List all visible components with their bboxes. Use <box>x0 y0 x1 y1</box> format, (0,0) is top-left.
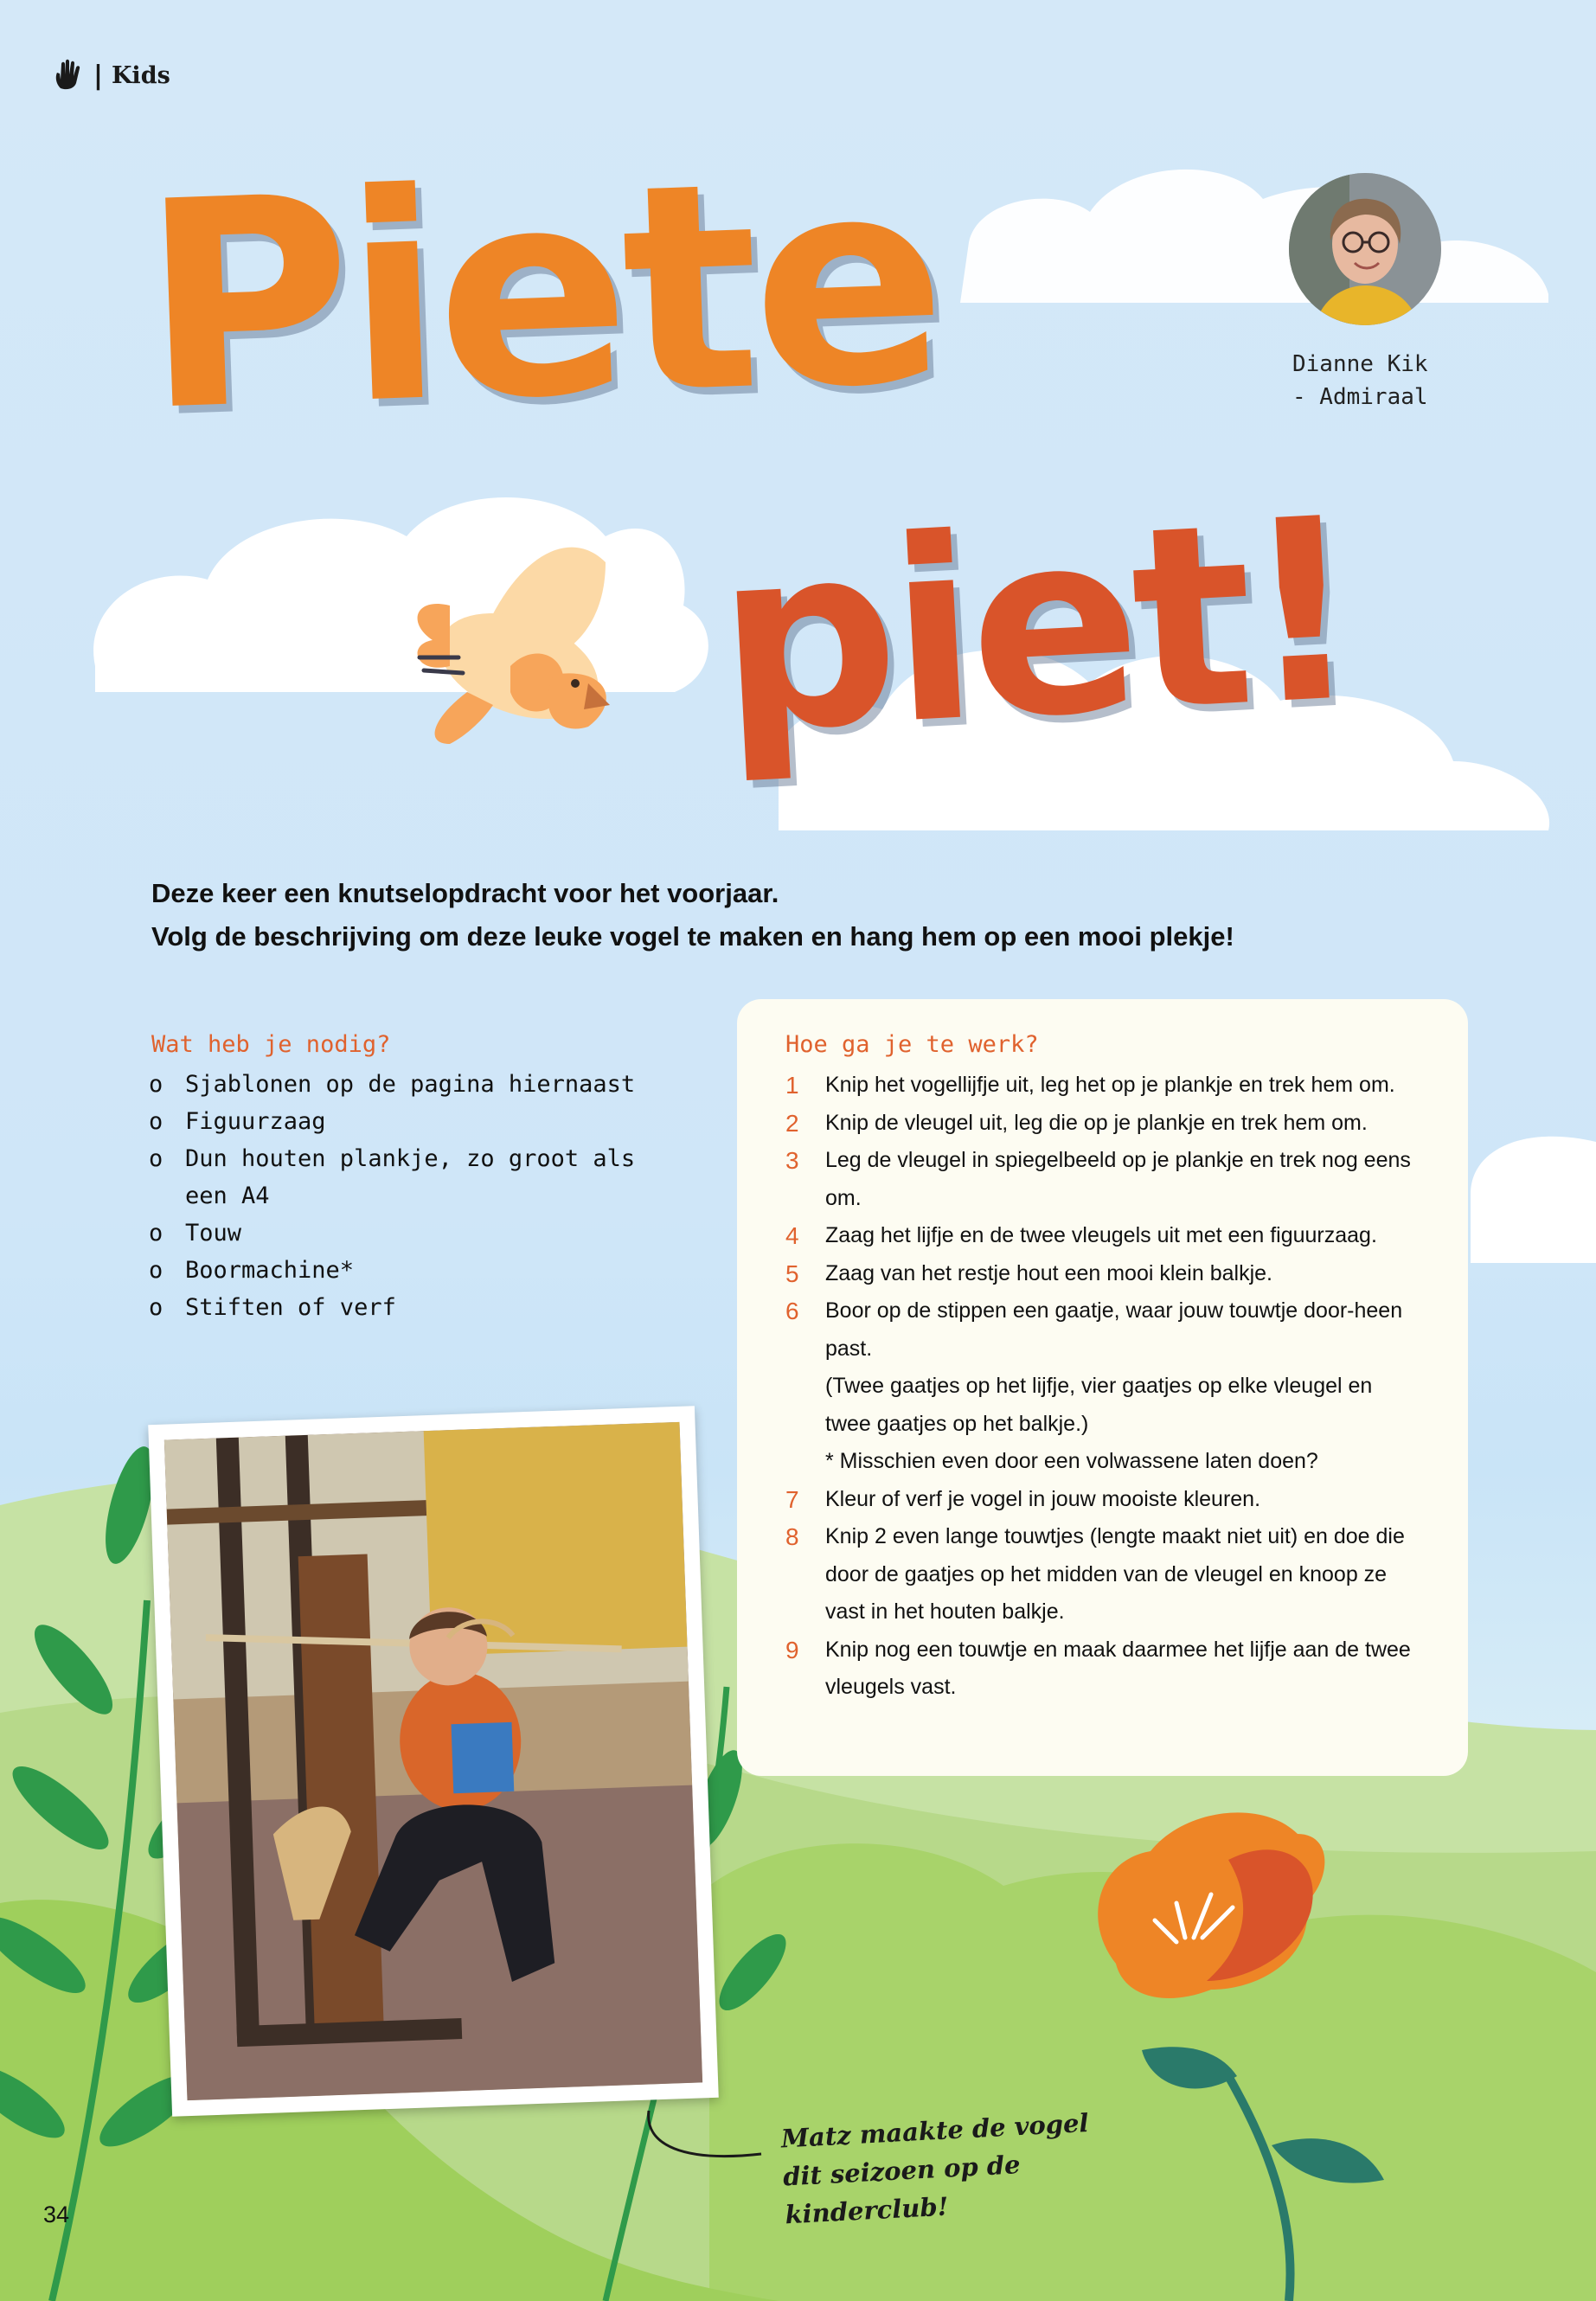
step-note-text: (Twee gaatjes op het lijfje, vier gaatjes op elke vleugel en twee gaatjes op het balkje.) <box>825 1374 1373 1436</box>
list-item <box>149 1140 668 1215</box>
list-item <box>149 1215 668 1252</box>
step-text: Knip de vleugel uit, leg die op je plankje en trek hem om. <box>825 1110 1368 1135</box>
step-text: Boor op de stippen een gaatje, waar jouw touwtje door-heen past. <box>825 1298 1403 1361</box>
cloud-left <box>93 497 708 692</box>
steps-list <box>785 1067 1417 1707</box>
cloud-far-right <box>1471 1137 1596 1263</box>
steps-title: Hoe ga je te werk? <box>785 1031 1039 1058</box>
photo-child-with-bird <box>164 1422 702 2100</box>
list-bullet: o <box>149 1145 163 1172</box>
step-item <box>785 1255 1417 1293</box>
hand-icon <box>52 59 85 92</box>
list-item-text: Stiften of verf <box>185 1294 396 1321</box>
step-note-text: * Misschien even door een volwassene laten doen? <box>825 1449 1318 1473</box>
materials-title: Wat heb je nodig? <box>151 1031 391 1058</box>
list-item-text: Boormachine* <box>185 1257 355 1284</box>
step-item <box>785 1481 1417 1519</box>
list-item-text: Dun houten plankje, zo groot als een A4 <box>185 1145 636 1209</box>
list-item <box>149 1103 668 1140</box>
list-bullet: o <box>149 1257 163 1284</box>
photo-frame <box>148 1406 719 2117</box>
step-note <box>785 1443 1417 1481</box>
step-number: 2 <box>785 1109 799 1137</box>
step-number: 5 <box>785 1259 799 1287</box>
step-text: Knip 2 even lange touwtjes (lengte maakt niet uit) en doe die door de gaatjes op het midden van de vleugel en knoop ze vast in het houten balkje. <box>825 1524 1405 1624</box>
cloud-top-right <box>960 170 1548 303</box>
step-number: 6 <box>785 1298 799 1324</box>
page-number: 34 <box>43 2202 70 2227</box>
list-bullet: o <box>149 1071 163 1098</box>
step-item <box>785 1518 1417 1631</box>
step-text: Kleur of verf je vogel in jouw mooiste kleuren. <box>825 1486 1261 1511</box>
step-number: 9 <box>785 1636 799 1663</box>
list-item-text: Figuurzaag <box>185 1108 326 1135</box>
step-text: Knip het vogellijfje uit, leg het op je plankje en trek hem om. <box>825 1073 1395 1097</box>
page-title-line1: Piete <box>137 114 945 474</box>
step-number: 1 <box>785 1072 799 1099</box>
step-item <box>785 1142 1417 1217</box>
step-text: Zaag van het restje hout een mooi klein balkje. <box>825 1260 1272 1285</box>
section-separator: | <box>93 60 103 91</box>
list-bullet: o <box>149 1220 163 1247</box>
list-item <box>149 1252 668 1289</box>
author-name: Dianne Kik - Admiraal <box>1292 351 1428 410</box>
list-item-text: Sjablonen op de pagina hiernaast <box>185 1071 636 1098</box>
list-item-text: Touw <box>185 1220 242 1247</box>
step-number: 4 <box>785 1222 799 1249</box>
step-text: Knip nog een touwtje en maak daarmee het lijfje aan de twee vleugels vast. <box>825 1637 1411 1699</box>
page-title-line2: piet! <box>710 465 1361 789</box>
step-text: Zaag het lijfje en de twee vleugels uit met een figuurzaag. <box>825 1223 1377 1247</box>
list-bullet: o <box>149 1108 163 1135</box>
intro-line-2: Volg de beschrijving om deze leuke vogel te maken en hang hem op een mooi plekje! <box>151 921 1234 952</box>
list-bullet: o <box>149 1294 163 1321</box>
intro-line-1: Deze keer een knutselopdracht voor het voorjaar. <box>151 878 779 908</box>
step-note <box>785 1368 1417 1443</box>
step-number: 8 <box>785 1523 799 1550</box>
section-tag <box>52 59 170 92</box>
step-text: Leg de vleugel in spiegelbeeld op je plankje en trek nog eens om. <box>825 1148 1411 1210</box>
materials-list <box>149 1066 668 1326</box>
step-item <box>785 1292 1417 1368</box>
step-item <box>785 1067 1417 1105</box>
step-number: 7 <box>785 1485 799 1513</box>
photo-caption: Matz maakte de vogel dit seizoen op de kinderclub! <box>780 2107 1090 2230</box>
section-label: Kids <box>111 61 170 89</box>
step-item <box>785 1217 1417 1255</box>
step-item <box>785 1631 1417 1707</box>
list-item <box>149 1066 668 1103</box>
list-item <box>149 1289 668 1326</box>
author-avatar <box>1289 173 1441 325</box>
step-number: 3 <box>785 1147 799 1174</box>
intro-text <box>151 872 1345 958</box>
step-item <box>785 1105 1417 1143</box>
